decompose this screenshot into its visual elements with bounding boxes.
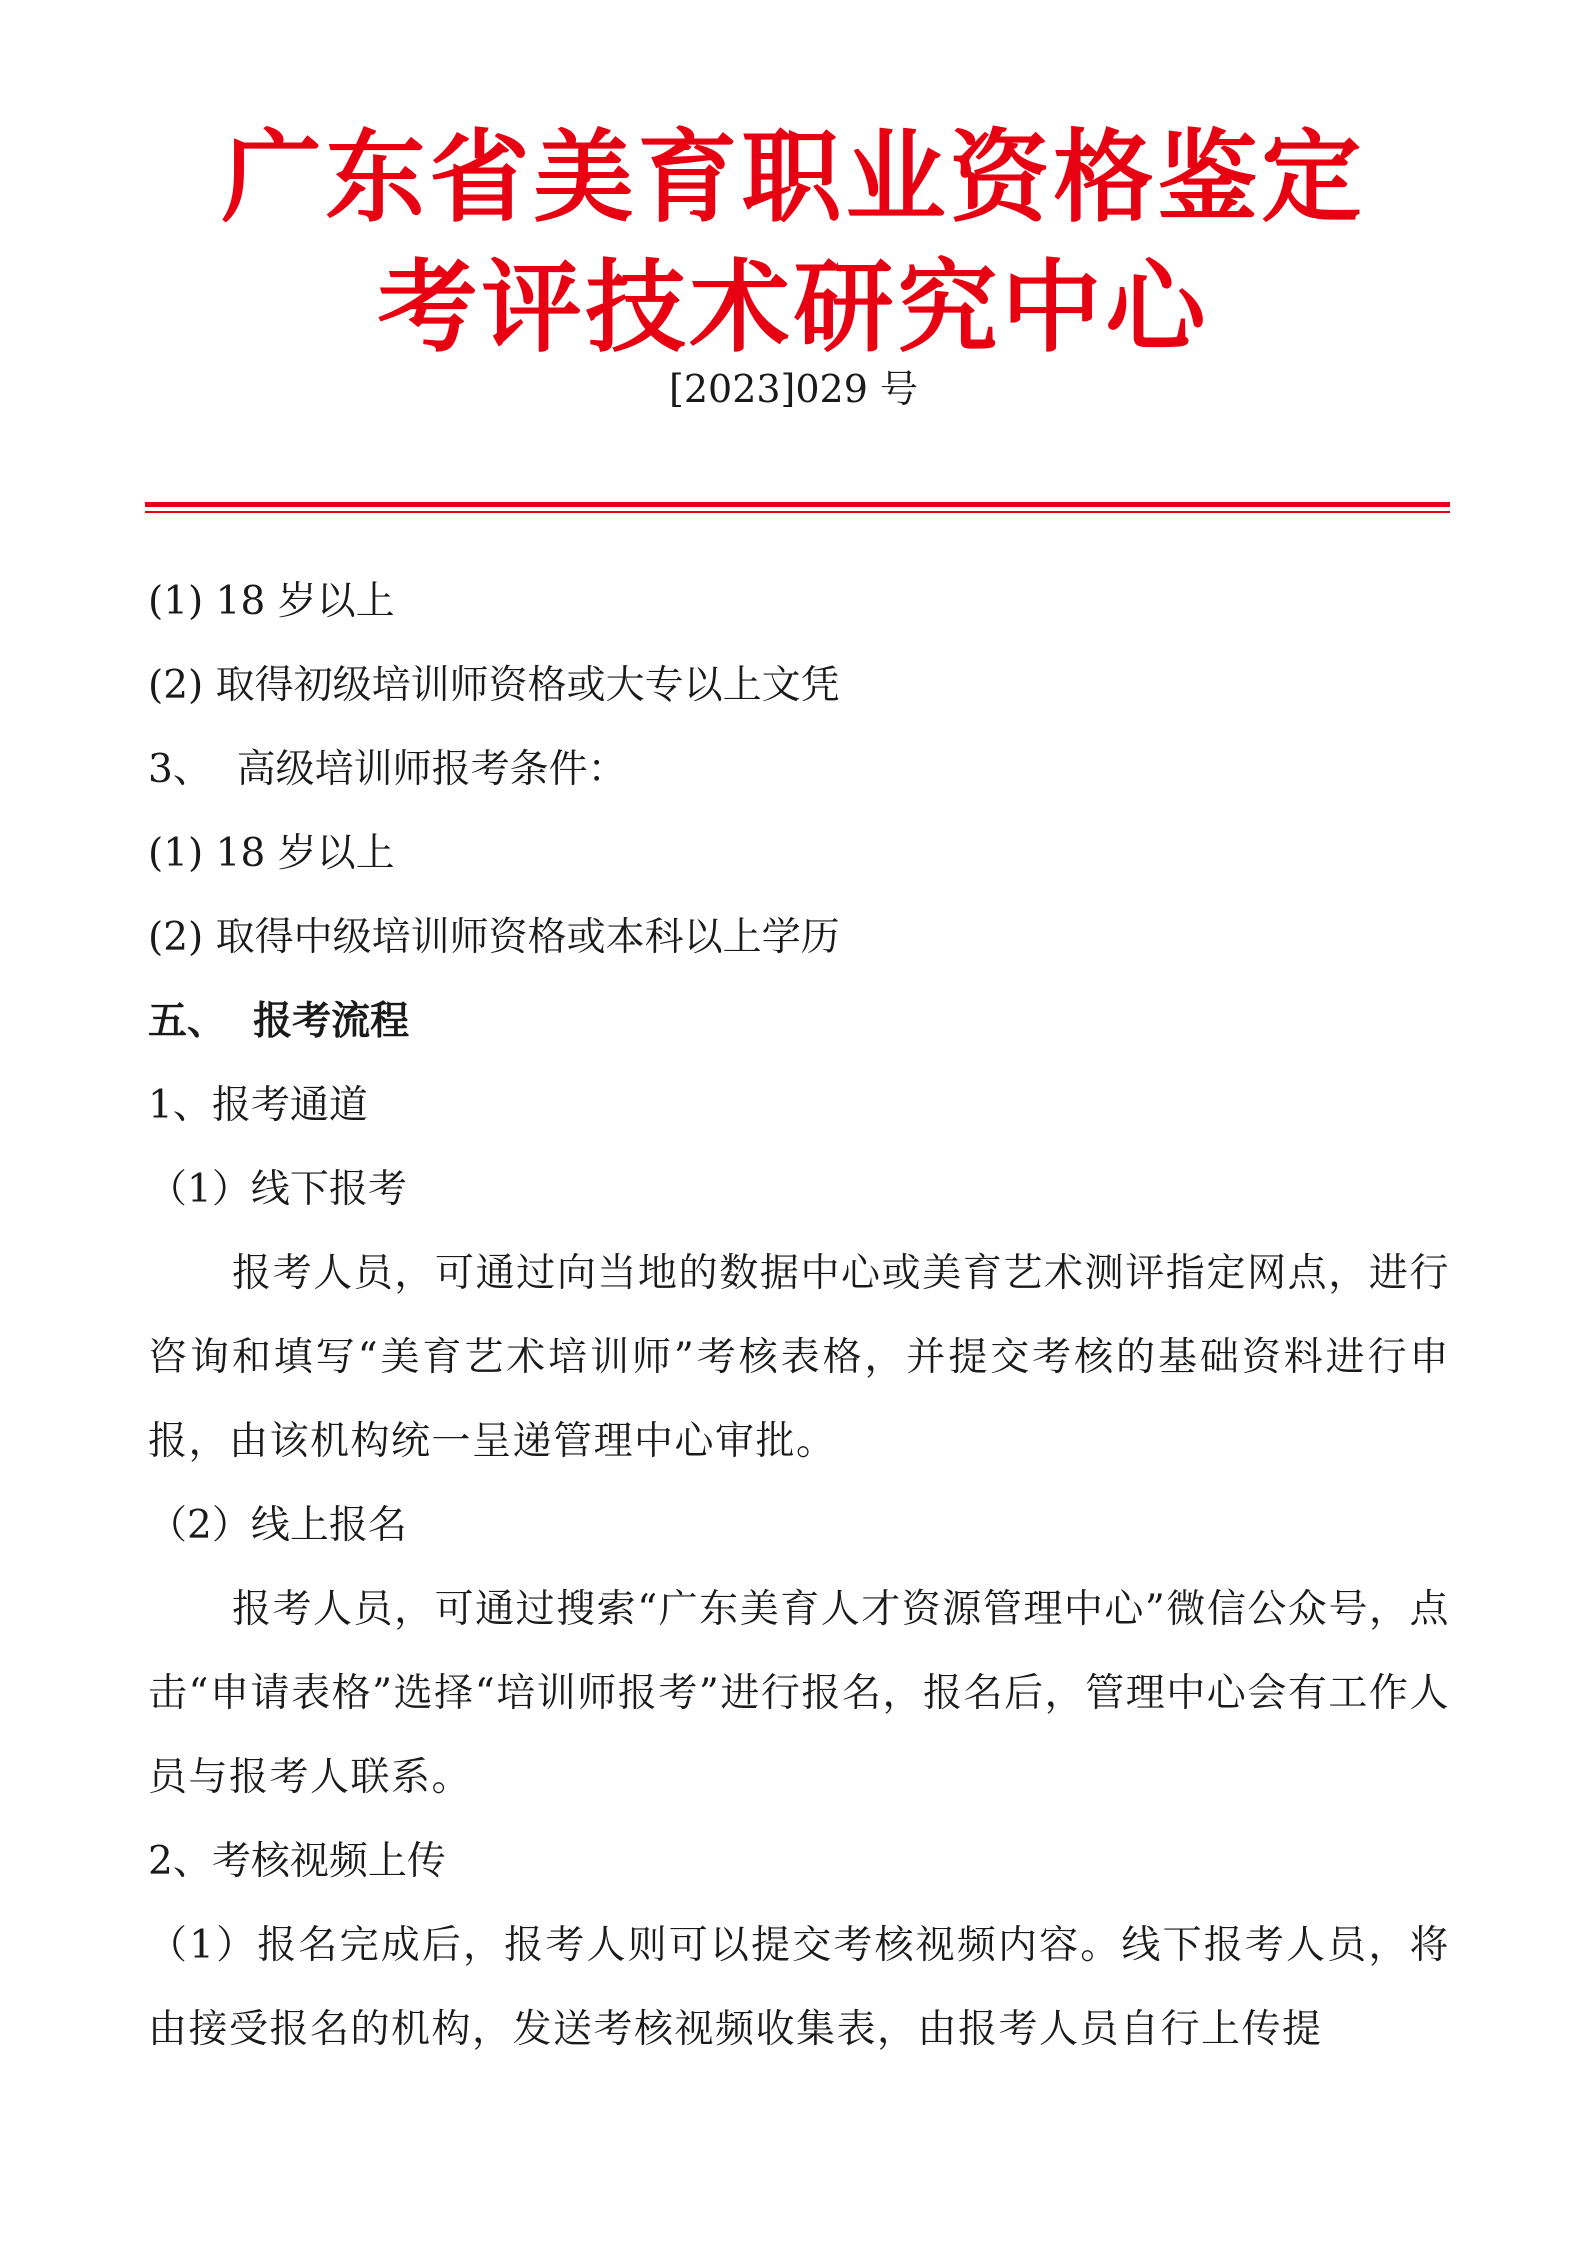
online-registration-heading: （2）线上报名 [148,1503,407,1548]
video-upload-heading: 2、考核视频上传 [148,1839,446,1884]
video-upload-paragraph: （1）报名完成后，报考人则可以提交考核视频内容。线下报考人员，将由接受报名的机构，发送考核视频收集表，由报考人员自行上传提 [148,1923,1450,2052]
document-number: [2023]029 号 [669,367,918,411]
offline-registration-heading: （1）线下报考 [148,1167,407,1212]
online-registration-paragraph: 报考人员，可通过搜索“广东美育人才资源管理中心”微信公众号，点击“申请表格”选择“培训师报考”进行报名，报名后，管理中心会有工作人员与报考人联系。 [148,1587,1450,1800]
header-title-line1: 广东省美育职业资格鉴定 [221,119,1366,236]
offline-registration-paragraph: 报考人员，可通过向当地的数据中心或美育艺术测评指定网点，进行咨询和填写“美育艺术培训师”考核表格，并提交考核的基础资料进行申报，由该机构统一呈递管理中心审批。 [148,1251,1450,1464]
document-body [148,560,1450,2072]
header-divider-thick [145,502,1450,507]
header-divider-thin [145,511,1450,513]
condition-age-item: (1) 18 岁以上 [148,579,395,624]
section-registration-process-heading: 五、 报考流程 [148,999,410,1044]
condition-junior-item: (2) 取得初级培训师资格或大专以上文凭 [148,663,840,708]
registration-channel-heading: 1、报考通道 [148,1083,368,1128]
senior-trainer-conditions-heading: 3、 高级培训师报考条件： [148,747,627,792]
header-title-line2: 考评技术研究中心 [377,249,1210,366]
senior-condition-age-item: (1) 18 岁以上 [148,831,395,876]
senior-condition-requirement-item: (2) 取得中级培训师资格或本科以上学历 [148,915,840,960]
